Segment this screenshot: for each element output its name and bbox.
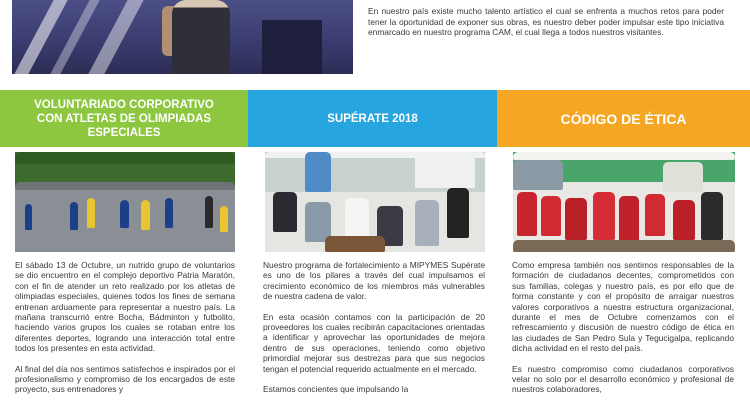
section-title: SUPÉRATE 2018 — [327, 112, 418, 125]
superate-text — [263, 260, 485, 404]
paragraph: Es nuestro compromiso como ciudadanos corporativos velar no solo por el desarrollo económico y profesional de nuestros colaboradores, — [512, 363, 734, 395]
section-title: CÓDIGO DE ÉTICA — [560, 110, 687, 127]
intro-paragraph: En nuestro país existe mucho talento artístico el cual se enfrenta a muchos retos para poder tener la oportunidad de exponer sus obras, es nuestro deber poder impulsar este tipo iniciativa enmarcado en nuestro programa CAM, el cual llega a todos nuestros visitantes. — [368, 6, 724, 38]
sports-photo — [15, 152, 235, 252]
paragraph: Al final del día nos sentimos satisfechos e inspirados por el profesionalismo y compromiso de los encargados de este proyecto, sus entrenadores y — [15, 363, 235, 395]
ethics-training-photo — [513, 152, 735, 252]
paragraph: Nuestro programa de fortalecimiento a MIPYMES Supérate es uno de los pilares a través del cual impulsamos el crecimiento económico de los miembros más vulnerables de nuestra cadena de valor. — [263, 260, 485, 302]
codigo-etica-text — [512, 260, 734, 405]
section-header-codigo-etica — [497, 90, 750, 147]
workshop-photo — [265, 152, 485, 252]
paragraph: En esta ocasión contamos con la participación de 20 proveedores los cuales recibirán capacitaciones orientadas a identificar y aprovechar las oportunidades de mejora dentro de sus operaciones, teniendo como objetivo primordial mejorar sus destrezas para que sus negocios tengan el potencial requerido actualmente en el mercado. — [263, 311, 485, 374]
voluntariado-text — [15, 260, 235, 405]
paragraph: Estamos concientes que impulsando la — [263, 384, 409, 395]
section-header-superate — [248, 90, 497, 147]
section-title: VOLUNTARIADO CORPORATIVO CON ATLETAS DE OLIMPIADAS ESPECIALES — [34, 98, 214, 139]
section-header-voluntariado — [0, 90, 248, 147]
paragraph: El sábado 13 de Octubre, un nutrido grupo de voluntarios se dio encuentro en el complejo deportivo Patria Maratón, con el fin de atender un reto realizado por los atletas de olimpiadas especiales, quienes todos los fines de semana entrenan arduamente para representar a nuestro país. La mañana transcurrió entre Bocha, Bádminton y futbolito, haciendo varios grupos los cuales se rotaban entre los diferentes deportes, logrando una interacción total entre todos los presentes en esta actividad. — [15, 260, 235, 354]
top-event-photo — [12, 0, 353, 74]
paragraph: Como empresa también nos sentimos responsables de la formación de ciudadanos decentes, comprometidos con sus familias, colegas y nuestro país, es por ello que de forma constante y con el propósito de arraigar nuestros valores corporativos a nuestra estructura organizacional, durante el mes de Octubre comenzamos con el refrescamiento y discusión de nuestro código de ética en las ciudades de San Pedro Sula y Tegucigalpa, replicando dicha actividad en el resto del país. — [512, 260, 734, 354]
